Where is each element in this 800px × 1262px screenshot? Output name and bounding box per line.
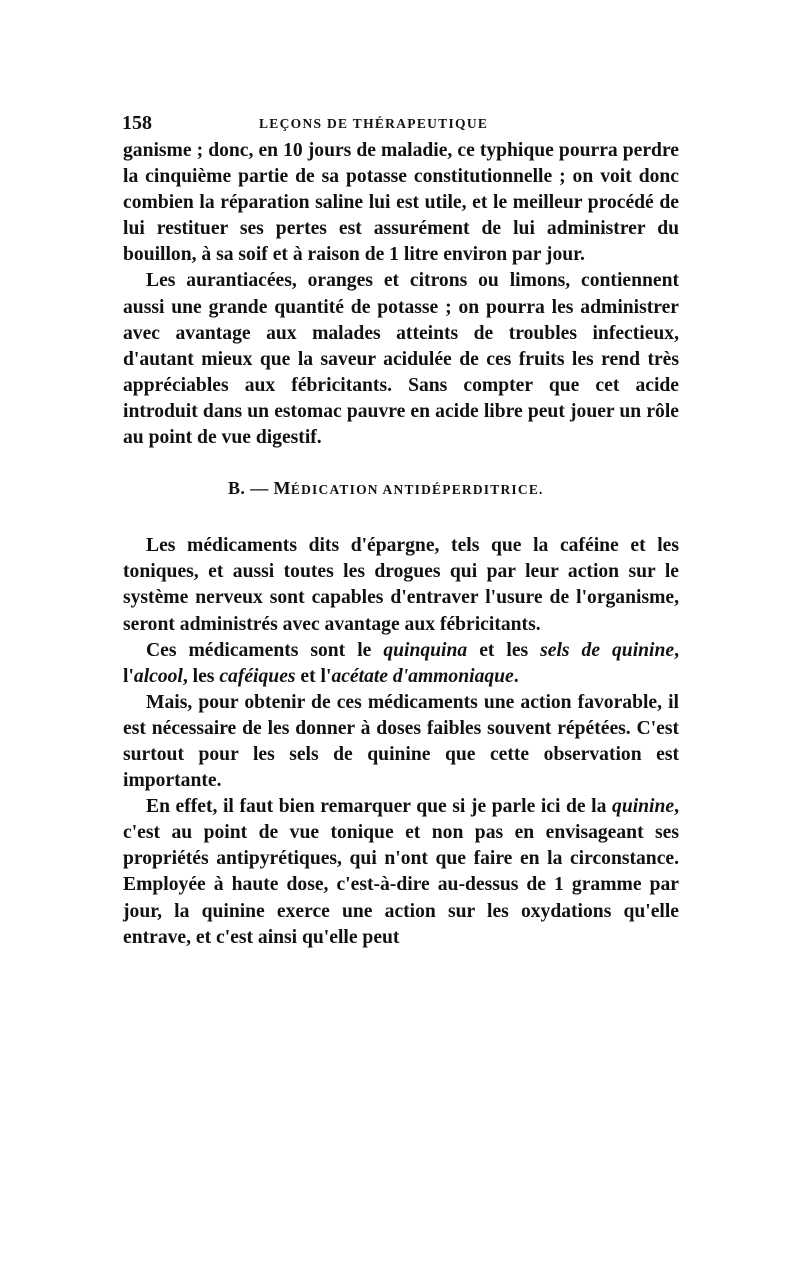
text-run: En effet, il faut bien remarquer que si je parle ici de la (146, 796, 613, 818)
paragraph-6 (123, 794, 679, 951)
section-heading (123, 475, 679, 503)
paragraph-4 (123, 638, 679, 690)
section-title-initial: M (273, 478, 291, 499)
body-text (123, 138, 679, 951)
term-quinquina: quinquina (383, 639, 468, 661)
section-title-rest: ÉDICATION ANTIDÉPERDITRICE. (290, 482, 544, 498)
section-label: B. — (228, 478, 269, 499)
term-cafeiques: caféiques (219, 665, 296, 687)
paragraph-2: Les aurantiacées, oranges et citrons ou limons, contiennent aussi une grande quantité de potasse ; on pourra les administrer avec avantage aux malades atteints de troubles infectieux, d'autant mieux que la saveur acidulée de ces fruits les rend très appréciables aux fébricitants. Sans compter que cet acide introduit dans un estomac pauvre en acide libre peut jouer un rôle au point de vue digestif. (123, 270, 679, 449)
text-run: , c'est au point de vue tonique et non pas en envisageant ses propriétés antipyrétiques, qui n'ont que faire en la circonstance. Employée à haute dose, c'est-à-dire au-dessus de 1 gramme par jour, la quinine exerce une action sur les oxydations qu'elle entrave, et c'est ainsi qu'elle peut (123, 796, 679, 948)
paragraph-3: Les médicaments dits d'épargne, tels que la caféine et les toniques, et aussi toutes les drogues qui par leur action sur le système nerveux sont capables d'entraver l'usure de l'organisme, seront administrés avec avantage aux fébricitants. (123, 535, 679, 635)
term-quinine: quinine (612, 796, 675, 818)
text-run: et les (467, 639, 541, 661)
term-sels-de-quinine: sels de quinine (540, 639, 675, 661)
term-acetate-ammoniaque: acétate d'ammoniaque (331, 665, 514, 687)
term-alcool: alcool (133, 665, 183, 687)
text-run: Ces médicaments sont le (146, 639, 384, 661)
book-page (123, 112, 679, 951)
text-run: et l' (295, 665, 332, 687)
paragraph-5: Mais, pour obtenir de ces médicaments une action favorable, il est nécessaire de les donner à doses faibles souvent répétées. C'est surtout pour les sels de quinine que cette observation est importante. (123, 691, 679, 792)
text-run: , l' (123, 639, 679, 687)
text-run: . (513, 665, 519, 687)
page-number: 158 (122, 112, 152, 134)
running-title: LEÇONS DE THÉRAPEUTIQUE (259, 116, 489, 131)
paragraph-1: ganisme ; donc, en 10 jours de maladie, ce typhique pourra perdre la cinquième partie de sa potasse constitutionnelle ; on voit donc combien la réparation saline lui est utile, et le meilleur procédé de lui restituer ses pertes est assurément de lui administrer du bouillon, à sa soif et à raison de 1 litre environ par jour. (123, 140, 679, 266)
running-head (123, 112, 679, 138)
text-run: , les (182, 665, 220, 687)
